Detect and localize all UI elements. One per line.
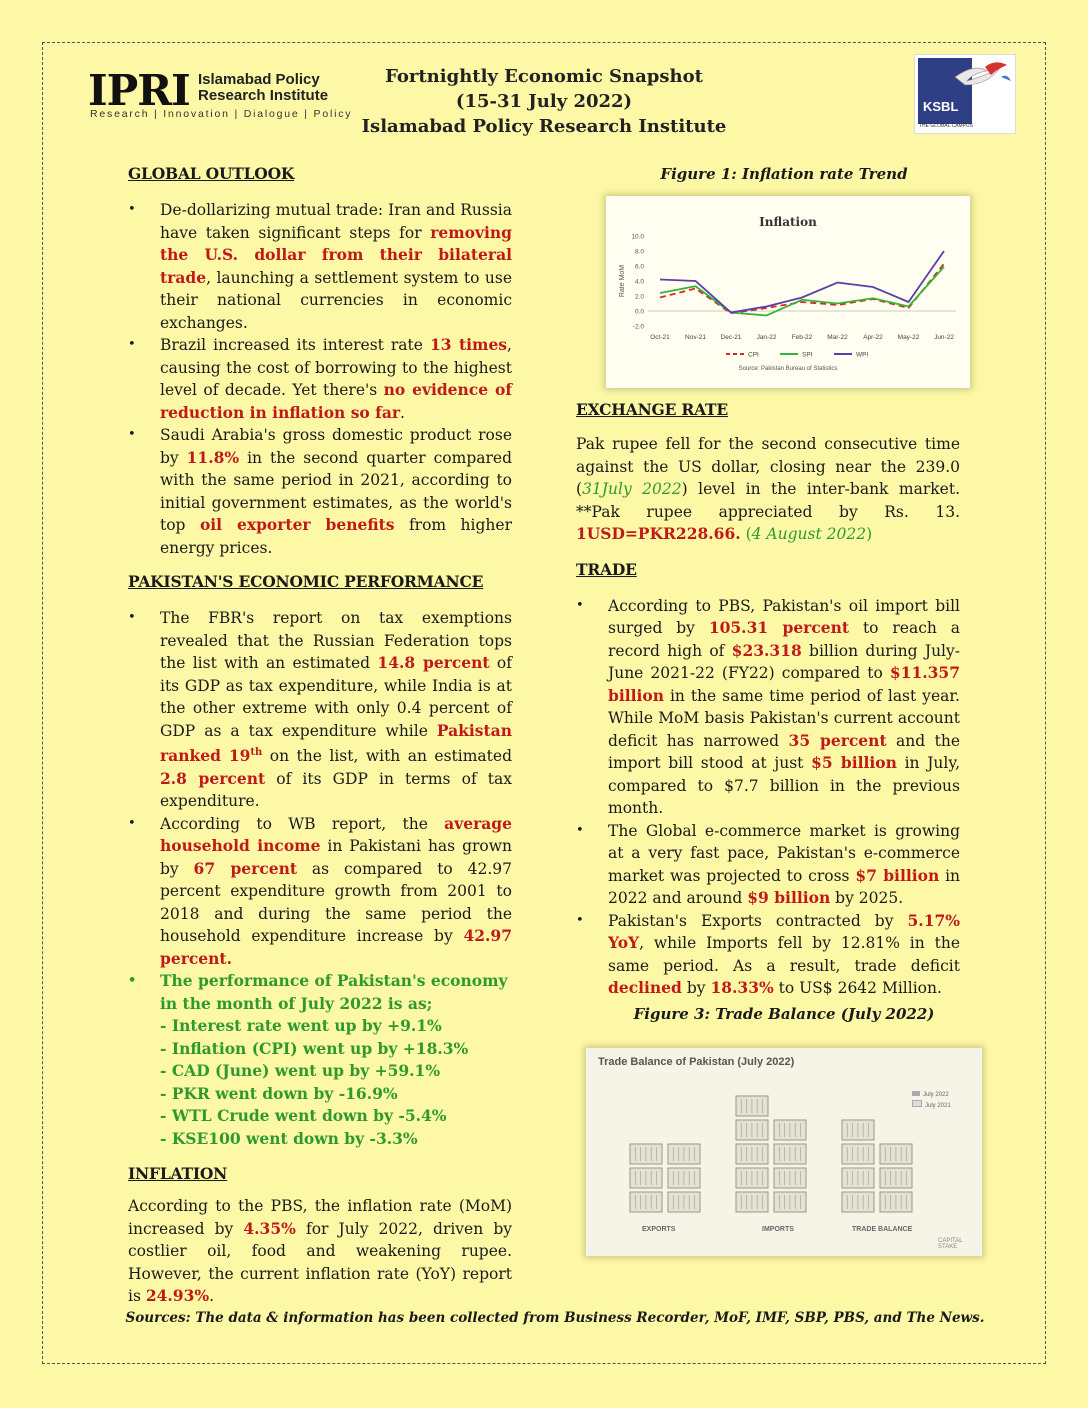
- perf-item: - CAD (June) went up by +59.1%: [160, 1061, 441, 1081]
- legend-item: July 2022: [912, 1090, 951, 1100]
- y-tick-label: -2.0: [632, 323, 644, 331]
- x-tick-label: Nov-21: [685, 334, 706, 341]
- perf-item: - PKR went down by -16.9%: [160, 1083, 398, 1103]
- inflation-chart: [606, 196, 970, 388]
- bird-icon: [915, 55, 1015, 133]
- ksbl-tagline: THE GLOBAL CAMPUS: [919, 123, 973, 129]
- group-label-trade-balance: TRADE BALANCE: [852, 1226, 913, 1233]
- list-item: • According to WB report, the average household income in Pakistani has grown by 67 percent as compared to 42.97 percent expenditure growth from 2001 to 2018 and during the same period the household expenditure increase by 42.97 percent.: [128, 813, 512, 971]
- y-tick-label: 4.0: [634, 278, 644, 286]
- exchange-rate-heading: EXCHANGE RATE: [576, 400, 728, 419]
- x-tick-label: Dec-21: [720, 334, 742, 341]
- global-outlook-list: [128, 199, 512, 559]
- page-title: [340, 64, 748, 139]
- group-label-exports: EXPORTS: [642, 1226, 676, 1233]
- ksbl-logo-text: KSBL: [923, 99, 959, 114]
- capital-stake-logo: CAPITAL STAKE: [938, 1238, 963, 1250]
- x-tick-label: Mar-22: [827, 334, 848, 341]
- x-tick-label: Apr-22: [863, 334, 883, 341]
- list-item: • The FBR's report on tax exemptions revealed that the Russian Federation tops the list with an estimated 14.8 percent of its GDP as tax expenditure, while India is at the other extreme with only 0.4 percent of GDP as a tax expenditure while Pakistan ranked 19th on the list, with an estimated 2.8 percent of its GDP in terms of tax expenditure.: [128, 607, 512, 813]
- footer-sources: Sources: The data & information has been collected from Business Recorder, MoF, IMF, SBP, PBS, and The News.: [125, 1310, 985, 1326]
- ipri-logo: [88, 66, 353, 126]
- list-item: • The performance of Pakistan's economy in the month of July 2022 is as; - Interest rate went up by +9.1% - Inflation (CPI) went up by +18.3% - CAD (June) went up by +59.1% - PKR went down by -16.9% - WTL Crude went down by -5.4% - KSE100 went down by -3.3%: [128, 970, 512, 1150]
- perf-item: - KSE100 went down by -3.3%: [160, 1128, 418, 1148]
- trade-list: [576, 595, 960, 1000]
- y-tick-label: 6.0: [634, 263, 644, 271]
- inflation-chart-svg: [606, 196, 970, 388]
- chart-source: Source: Pakistan Bureau of Statistics: [738, 366, 838, 372]
- legend-label: SPI: [802, 351, 813, 359]
- trade-heading: TRADE: [576, 559, 637, 579]
- title-line3: Islamabad Policy Research Institute: [361, 116, 727, 137]
- y-tick-label: 8.0: [634, 248, 644, 256]
- pakistan-heading: PAKISTAN'S ECONOMIC PERFORMANCE: [128, 572, 484, 591]
- inflation-heading: INFLATION: [128, 1164, 228, 1184]
- inflation-paragraph: According to the PBS, the inflation rate (MoM) increased by 4.35% for July 2022, driven by costlier oil, food and weakening rupee. However, the current inflation rate (YoY) report is 24.93%.: [128, 1197, 512, 1306]
- container-stacks: [586, 1048, 982, 1256]
- group-label-imports: IMPORTS: [762, 1226, 794, 1233]
- perf-item: - Inflation (CPI) went up by +18.3%: [160, 1038, 469, 1058]
- x-tick-label: Jan-22: [756, 334, 777, 341]
- left-column: [128, 164, 512, 1308]
- y-tick-label: 10.0: [631, 233, 644, 241]
- x-tick-label: Feb-22: [791, 334, 813, 341]
- ipri-logo-line2: Research Institute: [198, 87, 329, 104]
- ipri-logo-tagline: Research | Innovation | Dialogue | Policy: [90, 108, 353, 120]
- y-tick-label: 0.0: [634, 308, 644, 316]
- series-line-wpi: [660, 251, 944, 313]
- list-item: • Pakistan's Exports contracted by 5.17% YoY, while Imports fell by 12.81% in the same period. As a result, trade deficit declined by 18.33% to US$ 2642 Million.: [576, 910, 960, 1000]
- figure3-caption: Figure 3: Trade Balance (July 2022): [633, 1005, 935, 1023]
- list-item: • Brazil increased its interest rate 13 times, causing the cost of borrowing to the highest level of decade. Yet there's no evidence of reduction in inflation so far.: [128, 334, 512, 424]
- right-column: [576, 400, 960, 1000]
- x-tick-label: May-22: [897, 334, 920, 341]
- trade-balance-title: Trade Balance of Pakistan (July 2022): [598, 1056, 795, 1068]
- series-line-spi: [660, 267, 944, 316]
- list-item: • Saudi Arabia's gross domestic product rose by 11.8% in the second quarter compared with the same period in 2021, according to initial government estimates, as the world's top oil exporter benefits from higher energy prices.: [128, 424, 512, 559]
- exchange-rate-paragraph: Pak rupee fell for the second consecutive time against the US dollar, closing near the 239.0 (31July 2022) level in the inter-bank market. **Pak rupee appreciated by Rs. 13. 1USD=PKR228.66. (4 August 2022): [576, 435, 960, 543]
- ipri-logo-letters: IPRI: [88, 66, 190, 115]
- y-tick-label: 2.0: [634, 293, 644, 301]
- legend-label: WPI: [856, 351, 869, 359]
- title-line2: (15-31 July 2022): [455, 91, 633, 112]
- legend-item: July 2021: [912, 1100, 951, 1111]
- perf-item: - Interest rate went up by +9.1%: [160, 1016, 442, 1036]
- global-outlook-heading: GLOBAL OUTLOOK: [128, 164, 295, 183]
- ksbl-logo: [914, 54, 1016, 134]
- pakistan-list: [128, 607, 512, 1150]
- x-tick-label: Jun-22: [934, 334, 954, 341]
- perf-item: - WTL Crude went down by -5.4%: [160, 1106, 447, 1126]
- title-line1: Fortnightly Economic Snapshot: [385, 66, 703, 87]
- list-item: • De-dollarizing mutual trade: Iran and Russia have taken significant steps for removing the U.S. dollar from their bilateral trade, launching a settlement system to use their national currencies in economic exchanges.: [128, 199, 512, 334]
- chart-title: Inflation: [759, 215, 817, 229]
- y-axis-label: Rate MoM: [619, 264, 626, 298]
- x-tick-label: Oct-21: [650, 334, 670, 341]
- figure1-caption: Figure 1: Inflation rate Trend: [660, 165, 908, 183]
- list-item: • According to PBS, Pakistan's oil import bill surged by 105.31 percent to reach a record high of $23.318 billion during July-June 2021-22 (FY22) compared to $11.357 billion in the same time period of last year. While MoM basis Pakistan's current account deficit has narrowed 35 percent and the import bill stood at just $5 billion in July, compared to $7.7 billion in the previous month.: [576, 595, 960, 820]
- ipri-logo-line1: Islamabad Policy: [198, 71, 320, 88]
- list-item: • The Global e-commerce market is growing at a very fast pace, Pakistan's e-commerce market was projected to cross $7 billion in 2022 and around $9 billion by 2025.: [576, 820, 960, 910]
- legend-label: CPI: [748, 351, 759, 359]
- trade-balance-figure: [586, 1048, 982, 1256]
